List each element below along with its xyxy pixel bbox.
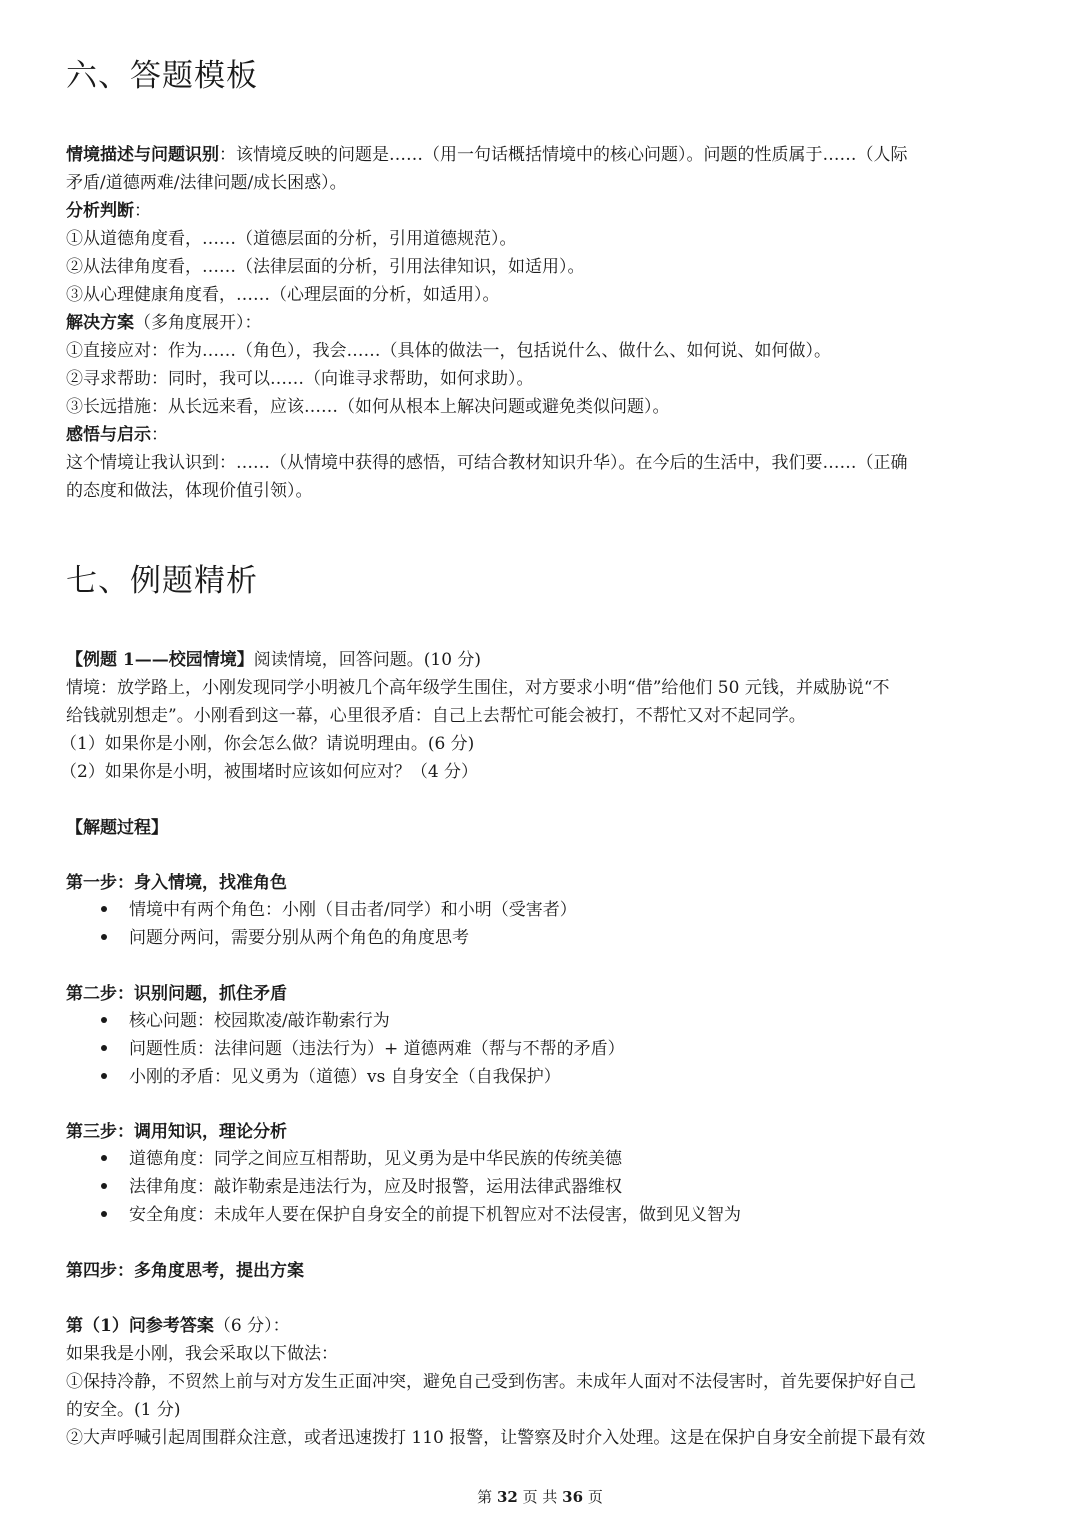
- bullet-icon: [101, 934, 107, 940]
- list-item: [101, 1035, 625, 1063]
- list-item-text: 问题性质：法律问题（违法行为）+ 道德两难（帮与不帮的矛盾）: [129, 1039, 625, 1059]
- page-number: 32: [496, 1488, 518, 1506]
- step4-title: 第四步：多角度思考，提出方案: [66, 1261, 304, 1281]
- insight-colon: ：: [151, 425, 168, 445]
- footer-suffix: 页: [587, 1488, 603, 1506]
- analysis-colon: ：: [134, 201, 151, 221]
- solution-item: ①直接应对：作为……（角色），我会……（具体的做法一，包括说什么、做什么、如何说、如何做）。: [66, 341, 831, 361]
- template-situation-line1: [66, 141, 1016, 169]
- answer1-item1-line2: 的安全。(1 分): [66, 1400, 181, 1420]
- solution-item: ③长远措施：从长远来看，应该……（如何从根本上解决问题或避免类似问题）。: [66, 397, 670, 417]
- template-situation-line2: 矛盾/道德两难/法律问题/成长困惑）。: [66, 173, 347, 193]
- insight-line1: 这个情境让我认识到：……（从情境中获得的感悟，可结合教材知识升华）。在今后的生活中，我们要……（正确: [66, 453, 908, 473]
- list-item-text: 问题分两问，需要分别从两个角色的角度思考: [129, 928, 469, 948]
- section-7-title: 七、例题精析: [66, 563, 258, 599]
- answer1-label: 第（1）问参考答案: [66, 1316, 214, 1336]
- bullet-icon: [101, 1045, 107, 1051]
- list-item: [101, 896, 577, 924]
- step1-title: 第一步：身入情境，找准角色: [66, 873, 287, 893]
- list-item: [101, 1145, 622, 1173]
- bullet-icon: [101, 1155, 107, 1161]
- analysis-item: ①从道德角度看，……（道德层面的分析，引用道德规范）。: [66, 229, 517, 249]
- analysis-heading: [66, 197, 1016, 225]
- insight-heading: [66, 421, 1016, 449]
- footer-middle: 页 共: [522, 1488, 558, 1506]
- process-label: 【解题过程】: [66, 818, 168, 838]
- bullet-icon: [101, 1017, 107, 1023]
- answer1-suffix: （6 分）：: [213, 1316, 290, 1336]
- list-item-text: 情境中有两个角色：小刚（目击者/同学）和小明（受害者）: [129, 900, 577, 920]
- solution-item: ②寻求帮助：同时，我可以……（向谁寻求帮助，如何求助）。: [66, 369, 534, 389]
- example-heading: [66, 646, 1016, 674]
- question-1: （1）如果你是小刚，你会怎么做？请说明理由。(6 分): [60, 734, 475, 754]
- example-text: 阅读情境，回答问题。(10 分): [253, 650, 482, 670]
- solution-heading: [66, 309, 1016, 337]
- list-item-text: 安全角度：未成年人要在保护自身安全的前提下机智应对不法侵害，做到见义智为: [129, 1205, 741, 1225]
- bullet-icon: [101, 1073, 107, 1079]
- situation-text: ：该情境反映的问题是……（用一句话概括情境中的核心问题）。问题的性质属于……（人际: [219, 145, 908, 165]
- answer1-item2-line1: ②大声呼喊引起周围群众注意，或者迅速拨打 110 报警，让警察及时介入处理。这是在保护自身安全前提下最有效: [66, 1428, 926, 1448]
- list-item-text: 法律角度：敲诈勒索是违法行为，应及时报警，运用法律武器维权: [129, 1177, 622, 1197]
- list-item-text: 道德角度：同学之间应互相帮助，见义勇为是中华民族的传统美德: [129, 1149, 622, 1169]
- question-2: （2）如果你是小明，被围堵时应该如何应对？（4 分）: [60, 762, 479, 782]
- page-footer: [0, 1486, 1080, 1507]
- answer1-item1-line1: ①保持冷静，不贸然上前与对方发生正面冲突，避免自己受到伤害。未成年人面对不法侵害时，首先要保护好自己: [66, 1372, 916, 1392]
- list-item: [101, 1201, 741, 1229]
- step3-title: 第三步：调用知识，理论分析: [66, 1122, 287, 1142]
- situation-label: 情境描述与问题识别: [66, 145, 219, 165]
- analysis-item: ③从心理健康角度看，……（心理层面的分析，如适用）。: [66, 285, 500, 305]
- scenario-line2: 给钱就别想走”。小刚看到这一幕，心里很矛盾：自己上去帮忙可能会被打，不帮忙又对不起同学。: [66, 706, 806, 726]
- list-item-text: 小刚的矛盾：见义勇为（道德）vs 自身安全（自我保护）: [129, 1067, 561, 1087]
- answer1-heading: [66, 1312, 1016, 1340]
- answer1-intro: 如果我是小刚，我会采取以下做法：: [66, 1344, 338, 1364]
- step2-title: 第二步：识别问题，抓住矛盾: [66, 984, 287, 1004]
- list-item: [101, 1173, 622, 1201]
- example-label: 【例题 1——校园情境】: [66, 650, 254, 670]
- list-item: [101, 1007, 390, 1035]
- bullet-icon: [101, 1183, 107, 1189]
- list-item: [101, 924, 469, 952]
- solution-suffix: （多角度展开）：: [134, 313, 262, 333]
- solution-label: 解决方案: [66, 313, 134, 333]
- analysis-item: ②从法律角度看，……（法律层面的分析，引用法律知识，如适用）。: [66, 257, 585, 277]
- list-item: [101, 1063, 561, 1091]
- bullet-icon: [101, 906, 107, 912]
- analysis-label: 分析判断: [66, 201, 134, 221]
- bullet-icon: [101, 1211, 107, 1217]
- list-item-text: 核心问题：校园欺凌/敲诈勒索行为: [129, 1011, 390, 1031]
- insight-label: 感悟与启示: [66, 425, 151, 445]
- insight-line2: 的态度和做法，体现价值引领）。: [66, 481, 313, 501]
- footer-prefix: 第: [477, 1488, 493, 1506]
- scenario-line1: 情境：放学路上，小刚发现同学小明被几个高年级学生围住，对方要求小明“借”给他们 50 元钱，并威胁说“不: [66, 678, 890, 698]
- section-6-title: 六、答题模板: [66, 58, 258, 94]
- total-pages: 36: [562, 1488, 584, 1506]
